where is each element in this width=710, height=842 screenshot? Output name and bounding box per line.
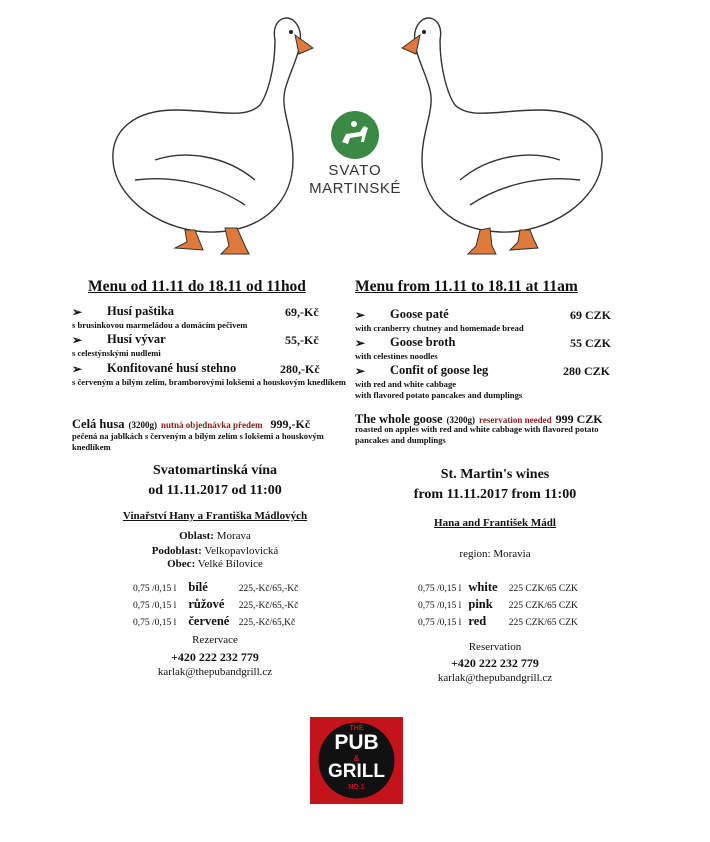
- cz-subregion-label: Podoblast:: [151, 545, 202, 557]
- wine-volume: 0,75 /0,15 l: [418, 618, 462, 628]
- pub-logo-amp: &: [353, 754, 360, 763]
- cz-village: [100, 558, 330, 570]
- en-dish-price: 55 CZK: [570, 336, 612, 350]
- en-wine-row: [418, 580, 578, 595]
- pub-logo-grill: GRILL: [328, 761, 385, 782]
- horse-rider-icon: [330, 110, 380, 160]
- en-reservation-label: Reservation: [468, 641, 522, 653]
- cz-village-label: Obec:: [167, 558, 196, 570]
- en-goose-note: reservation needed: [479, 415, 552, 425]
- cz-menu-heading: Menu od 11.11 do 18.11 od 11hod: [88, 278, 306, 295]
- cz-dish-price: 280,-Kč: [280, 362, 320, 376]
- en-dish-desc: with flavored potato pancakes and dumplings: [355, 390, 523, 400]
- cz-goose-note: nutná objednávka předem: [160, 420, 263, 430]
- logo-line2: MARTINSKÉ: [309, 180, 401, 197]
- wine-volume: 0,75 /0,15 l: [418, 601, 462, 611]
- cz-goose-name: Celá husa: [72, 417, 125, 431]
- cz-dish-price: 69,-Kč: [285, 305, 319, 319]
- en-dish-desc: with cranberry chutney and homemade bread: [355, 323, 524, 333]
- cz-wine-row: [133, 597, 298, 612]
- pub-logo-no: NO.1: [348, 784, 365, 791]
- en-goose-weight: (3200g): [446, 415, 475, 425]
- cz-goose-desc: pečená na jablkách s červeným a bílým zelím s lokšemi a houskovým knedlíkem: [72, 431, 324, 452]
- cz-wines-title: Svatomartinská vína: [152, 463, 278, 478]
- pub-and-grill-logo: [310, 717, 403, 804]
- cz-region-value: Morava: [216, 530, 251, 542]
- wine-color: bílé: [188, 580, 208, 594]
- wine-price: 225 CZK/65 CZK: [508, 618, 578, 628]
- bullet-icon: ➢: [72, 362, 83, 376]
- cz-village-value: Velké Bílovice: [197, 558, 263, 570]
- en-dish-name: Confit of goose leg: [390, 363, 489, 377]
- wine-volume: 0,75 /0,15 l: [418, 584, 462, 594]
- cz-subregion: [100, 545, 330, 557]
- en-goose-price: 999 CZK: [555, 412, 603, 426]
- en-dish-price: 69 CZK: [570, 308, 612, 322]
- cz-dish-name: Husí paštika: [107, 304, 175, 318]
- en-wine-row: [418, 614, 578, 629]
- svatomartinske-logo: [300, 110, 410, 205]
- wine-color: růžové: [188, 597, 225, 611]
- cz-phone[interactable]: +420 222 232 779: [171, 650, 259, 664]
- en-dish-price: 280 CZK: [563, 364, 611, 378]
- bullet-icon: ➢: [72, 333, 83, 347]
- en-winery: Hana and František Mádl: [434, 517, 556, 529]
- wine-price: 225,-Kč/65,-Kč: [238, 584, 299, 594]
- cz-goose-price: 999,-Kč: [270, 417, 311, 431]
- bullet-icon: ➢: [72, 305, 83, 319]
- cz-wines-date: od 11.11.2017 od 11:00: [148, 483, 282, 498]
- cz-dish-name: Konfitované husí stehno: [107, 361, 237, 375]
- pub-logo-pub: PUB: [334, 731, 379, 754]
- cz-goose-weight: (3200g): [128, 420, 157, 430]
- en-menu-heading: Menu from 11.11 to 18.11 at 11am: [355, 278, 578, 295]
- cz-wine-row: [133, 580, 298, 595]
- bullet-icon: ➢: [355, 308, 366, 322]
- en-dish-name: Goose paté: [390, 307, 449, 321]
- en-dish-desc: with celestines noodles: [355, 351, 438, 361]
- bullet-icon: ➢: [355, 336, 366, 350]
- goose-left-illustration: [95, 10, 315, 260]
- cz-dish-price: 55,-Kč: [285, 333, 319, 347]
- cz-reservation-label: Rezervace: [192, 634, 238, 646]
- wine-volume: 0,75 /0,15 l: [133, 584, 177, 594]
- pub-logo-the: THE: [349, 725, 364, 732]
- en-dish-name: Goose broth: [390, 335, 456, 349]
- cz-winery: Vinařství Hany a Františka Mádlových: [122, 510, 308, 522]
- cz-region: [100, 530, 330, 542]
- wine-price: 225,-Kč/65,Kč: [238, 618, 296, 628]
- logo-line1: SVATO: [328, 162, 382, 179]
- en-goose-name: The whole goose: [355, 412, 443, 426]
- wine-volume: 0,75 /0,15 l: [133, 601, 177, 611]
- wine-volume: 0,75 /0,15 l: [133, 618, 177, 628]
- wine-price: 225 CZK/65 CZK: [508, 584, 578, 594]
- cz-dish-desc: s červeným a bílým zelím, bramborovými lokšemi a houskovým knedlíkem: [72, 377, 346, 387]
- wine-price: 225,-Kč/65,-Kč: [238, 601, 299, 611]
- en-wines-date: from 11.11.2017 from 11:00: [413, 487, 577, 502]
- en-wine-row: [418, 597, 578, 612]
- wine-color: red: [468, 614, 487, 628]
- en-phone[interactable]: +420 222 232 779: [451, 656, 539, 670]
- en-goose-desc: roasted on apples with red and white cabbage with flavored potato pancakes and dumplings: [355, 424, 599, 445]
- cz-region-label: Oblast:: [179, 530, 214, 542]
- cz-dish-desc: s brusinkovou marmeládou a domácím pečivem: [72, 320, 248, 330]
- wine-price: 225 CZK/65 CZK: [508, 601, 578, 611]
- en-email[interactable]: karlak@thepubandgrill.cz: [437, 672, 553, 684]
- goose-right-illustration: [400, 10, 620, 260]
- cz-email[interactable]: karlak@thepubandgrill.cz: [157, 666, 273, 678]
- cz-wine-row: [133, 614, 295, 629]
- en-wines-title: St. Martin's wines: [440, 467, 550, 482]
- bullet-icon: ➢: [355, 364, 366, 378]
- en-region: region: Moravia: [459, 548, 531, 560]
- wine-color: pink: [468, 597, 493, 611]
- en-dish-desc: with red and white cabbage: [355, 379, 457, 389]
- cz-dish-name: Husí vývar: [107, 332, 166, 346]
- wine-color: červené: [188, 614, 230, 628]
- cz-dish-desc: s celestýnskými nudlemi: [72, 348, 161, 358]
- wine-color: white: [468, 580, 498, 594]
- cz-subregion-value: Velkopavlovická: [204, 545, 279, 557]
